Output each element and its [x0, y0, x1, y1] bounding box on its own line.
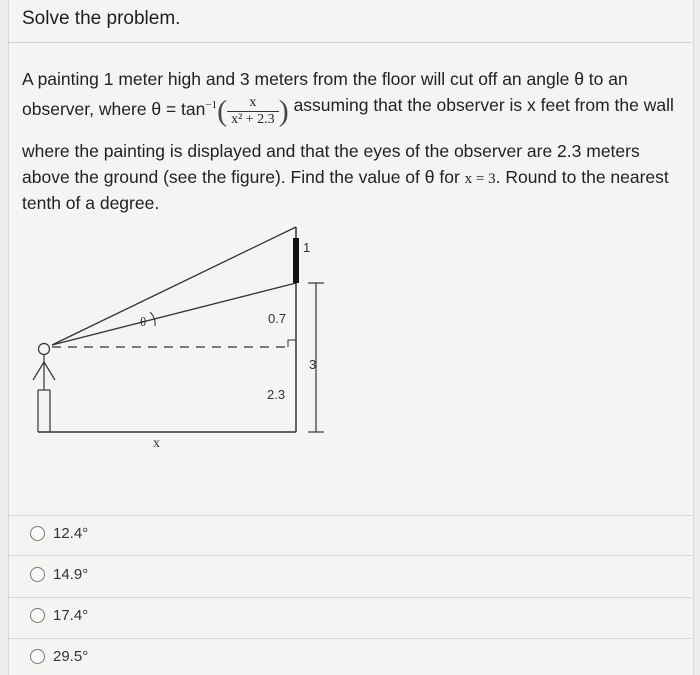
label-0-7: 0.7 [268, 311, 287, 326]
answer-choice-label: 17.4° [53, 606, 89, 624]
label-painting-height: 1 [303, 240, 311, 255]
observer-figure [33, 344, 55, 433]
answer-choice-1[interactable] [30, 520, 88, 546]
label-2-3: 2.3 [267, 387, 286, 402]
inverse-exponent: −1 [205, 99, 218, 111]
choice-divider [8, 597, 692, 598]
question-text-round: . Round to the nearest [495, 167, 669, 187]
label-3: 3 [309, 357, 317, 372]
answer-choice-3[interactable] [30, 602, 88, 628]
radio-button[interactable] [30, 526, 45, 541]
question-x-value: x = 3 [464, 171, 496, 187]
radio-button[interactable] [30, 649, 45, 664]
right-paren: ) [278, 94, 289, 128]
question-line-3: where the painting is displayed and that the eyes of the observer are 2.3 meters [22, 141, 640, 161]
label-theta: θ [140, 314, 147, 329]
choice-divider [8, 638, 692, 639]
answer-choice-4[interactable] [30, 643, 88, 669]
radio-button[interactable] [30, 567, 45, 582]
question-line-1: A painting 1 meter high and 3 meters from the floor will cut off an angle θ to an [22, 69, 628, 89]
sight-line-bottom [52, 283, 296, 345]
right-angle-marker [288, 340, 296, 347]
answer-choice-label: 12.4° [53, 524, 89, 542]
fraction-numerator: x [227, 95, 279, 112]
answer-choice-label: 29.5° [53, 647, 89, 665]
radio-button[interactable] [30, 608, 45, 623]
left-paren: ( [217, 94, 228, 128]
question-text-assuming: assuming that the observer is x feet from the wall [293, 95, 674, 115]
sight-line-top [52, 227, 296, 345]
question-text-find: above the ground (see the figure). Find the value of θ for [22, 167, 465, 187]
choice-divider [8, 515, 692, 516]
label-x: x [153, 436, 160, 451]
page-title: Solve the problem. [22, 8, 181, 29]
question-line-5: tenth of a degree. [22, 193, 160, 213]
answer-choice-2[interactable] [30, 561, 88, 587]
question-text-observer: observer, where θ = tan [22, 98, 206, 119]
fraction-denominator: x² + 2.3 [231, 111, 275, 127]
answer-choice-label: 14.9° [53, 565, 89, 583]
choice-divider [8, 555, 692, 556]
